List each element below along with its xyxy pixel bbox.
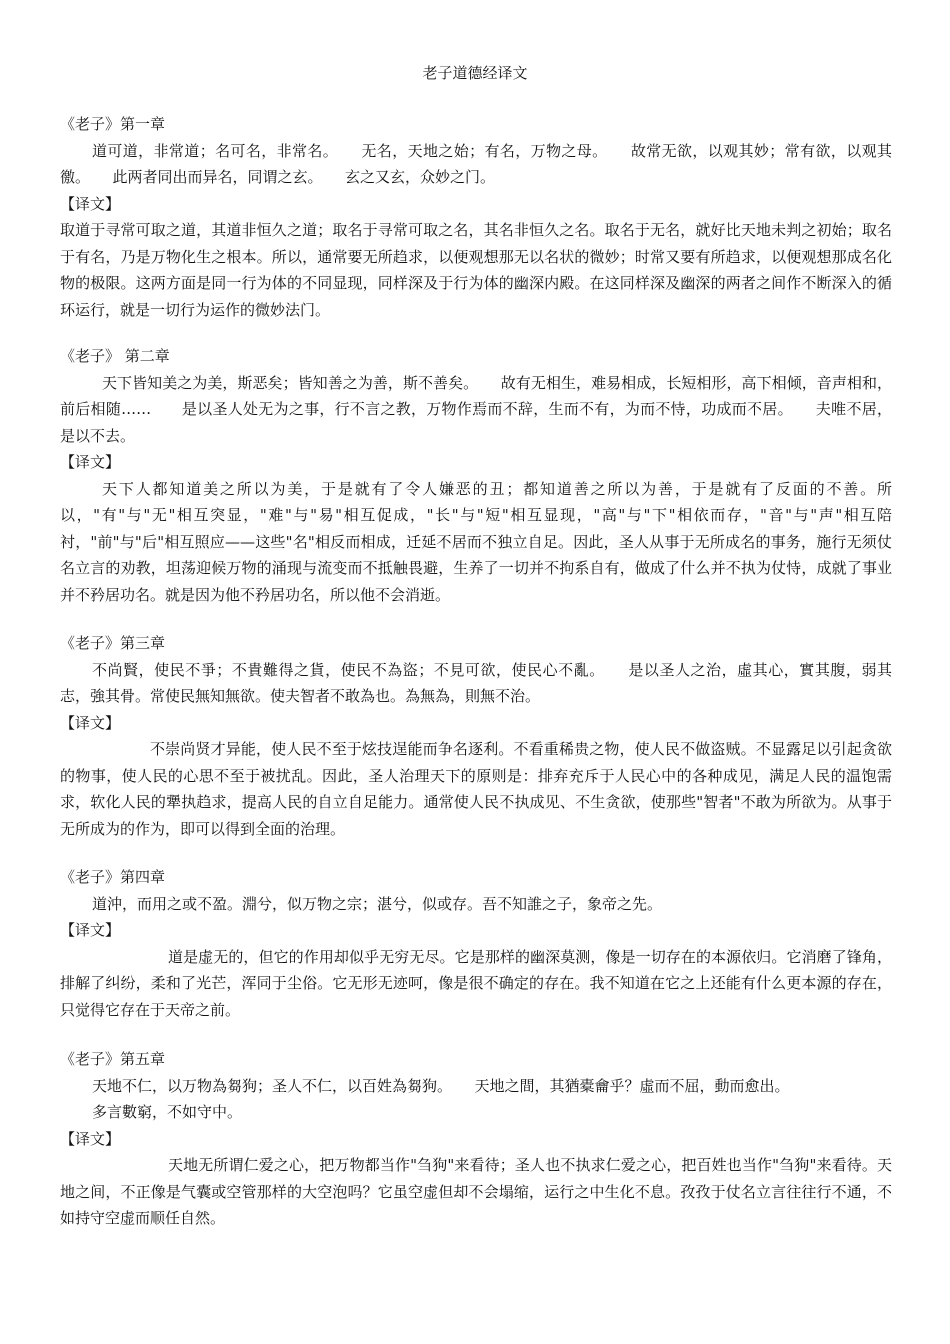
original-text: 天下皆知美之为美，斯恶矣；皆知善之为善，斯不善矣。 故有无相生，难易相成，长短相形，高下相倾，音声相和，前后相随…… 是以圣人处无为之事，行不言之教，万物作焉而不辞，生而不有，为而不恃，功成而不居。 夫唯不居，是以不去。 (60, 373, 892, 445)
chapter-heading: 《老子》第四章 (60, 868, 166, 886)
translation-label: 【译文】 (60, 453, 121, 471)
chapter-heading: 《老子》第一章 (60, 115, 166, 133)
chapter-1 (60, 111, 892, 323)
original-text: 道沖，而用之或不盈。淵兮，似万物之宗；湛兮，似或存。吾不知誰之子，象帝之先。 (92, 894, 663, 913)
chapter-4 (60, 864, 892, 1023)
chapter-2 (60, 343, 892, 608)
translation-text: 取道于寻常可取之道，其道非恒久之道；取名于寻常可取之名，其名非恒久之名。取名于无名，就好比天地未判之初始；取名于有名，乃是万物化生之根本。所以，通常要无所趋求，以便观想那无以名状的微妙；时常又要有所趋求，以便观想那成名化物的极限。这两方面是同一行为体的不同显现，同样深及于行为体的幽深内殿。在这同样深及幽深的两者之间作不断深入的循环运行，就是一切行为运作的微妙法门。 (60, 221, 892, 319)
original-text: 天地不仁，以万物為芻狗；圣人不仁，以百姓為芻狗。 天地之間，其猶橐龠乎？虛而不屈，動而愈出。 (92, 1076, 790, 1095)
chapter-5 (60, 1046, 892, 1232)
translation-text: 道是虚无的，但它的作用却似乎无穷无尽。它是那样的幽深莫测，像是一切存在的本源依归。它消磨了锋角，排解了纠纷，柔和了光芒，浑同于尘俗。它无形无迹呵，像是很不确定的存在。我不知道在它之上还能有什么更本源的存在，只觉得它存在于天帝之前。 (60, 947, 892, 1019)
chapter-heading: 《老子》第三章 (60, 634, 166, 652)
translation-label: 【译文】 (60, 921, 121, 939)
original-text: 不尚賢，使民不爭；不貴難得之貨，使民不為盜；不見可欲，使民心不亂。 是以圣人之治，虛其心，實其腹，弱其志，強其骨。常使民無知無欲。使夫智者不敢為也。為無為，則無不治。 (60, 660, 892, 705)
chapter-heading: 《老子》 第二章 (60, 347, 170, 365)
chapter-heading: 《老子》第五章 (60, 1050, 166, 1068)
translation-label: 【译文】 (60, 713, 121, 732)
original-text: 道可道，非常道；名可名，非常名。 无名，天地之始；有名，万物之母。 故常无欲，以观其妙；常有欲，以观其徼。 此两者同出而异名，同谓之玄。 玄之又玄，众妙之门。 (60, 141, 892, 186)
chapter-3 (60, 630, 892, 842)
translation-text: 天地无所谓仁爱之心，把万物都当作"刍狗"来看待；圣人也不执求仁爱之心，把百姓也当作"刍狗"来看待。天地之间，不正像是气囊或空管那样的大空泡吗？它虽空虚但却不会塌缩，运行之中生化不息。孜孜于仗名立言往往行不通，不如持守空虚而顺任自然。 (60, 1156, 892, 1227)
translation-text: 不崇尚贤才异能，使人民不至于炫技逞能而争名逐利。不看重稀贵之物，使人民不做盗贼。不显露足以引起贪欲的物事，使人民的心思不至于被扰乱。因此，圣人治理天下的原则是：排弃充斥于人民心中的各种成见，满足人民的温饱需求，软化人民的犟执趋求，提高人民的自立自足能力。通常使人民不执成见、不生贪欲，使那些"智者"不敢为所欲为。从事于无所成为的作为，即可以得到全面的治理。 (60, 740, 892, 838)
original-text: 多言數窮，不如守中。 (92, 1103, 243, 1121)
translation-label: 【译文】 (60, 1129, 121, 1148)
translation-label: 【译文】 (60, 194, 121, 213)
translation-text: 天下人都知道美之所以为美，于是就有了令人嫌恶的丑；都知道善之所以为善，于是就有了反面的不善。所以，"有"与"无"相互突显，"难"与"易"相互促成，"长"与"短"相互显现，"高"与"下"相依而存，"音"与"声"相互陪衬，"前"与"后"相互照应——这些"名"相反而相成，迁延不居而不独立自足。因此，圣人从事于无所成名的事务，施行无须仗名立言的劝教，坦荡迎候万物的涌现与流变而不抵触畏避，生养了一切并不拘系自有，做成了什么并不执为仗恃，成就了事业并不矜居功名。就是因为他不矜居功名，所以他不会消逝。 (60, 479, 892, 604)
page-title: 老子道德经译文 (422, 64, 528, 82)
